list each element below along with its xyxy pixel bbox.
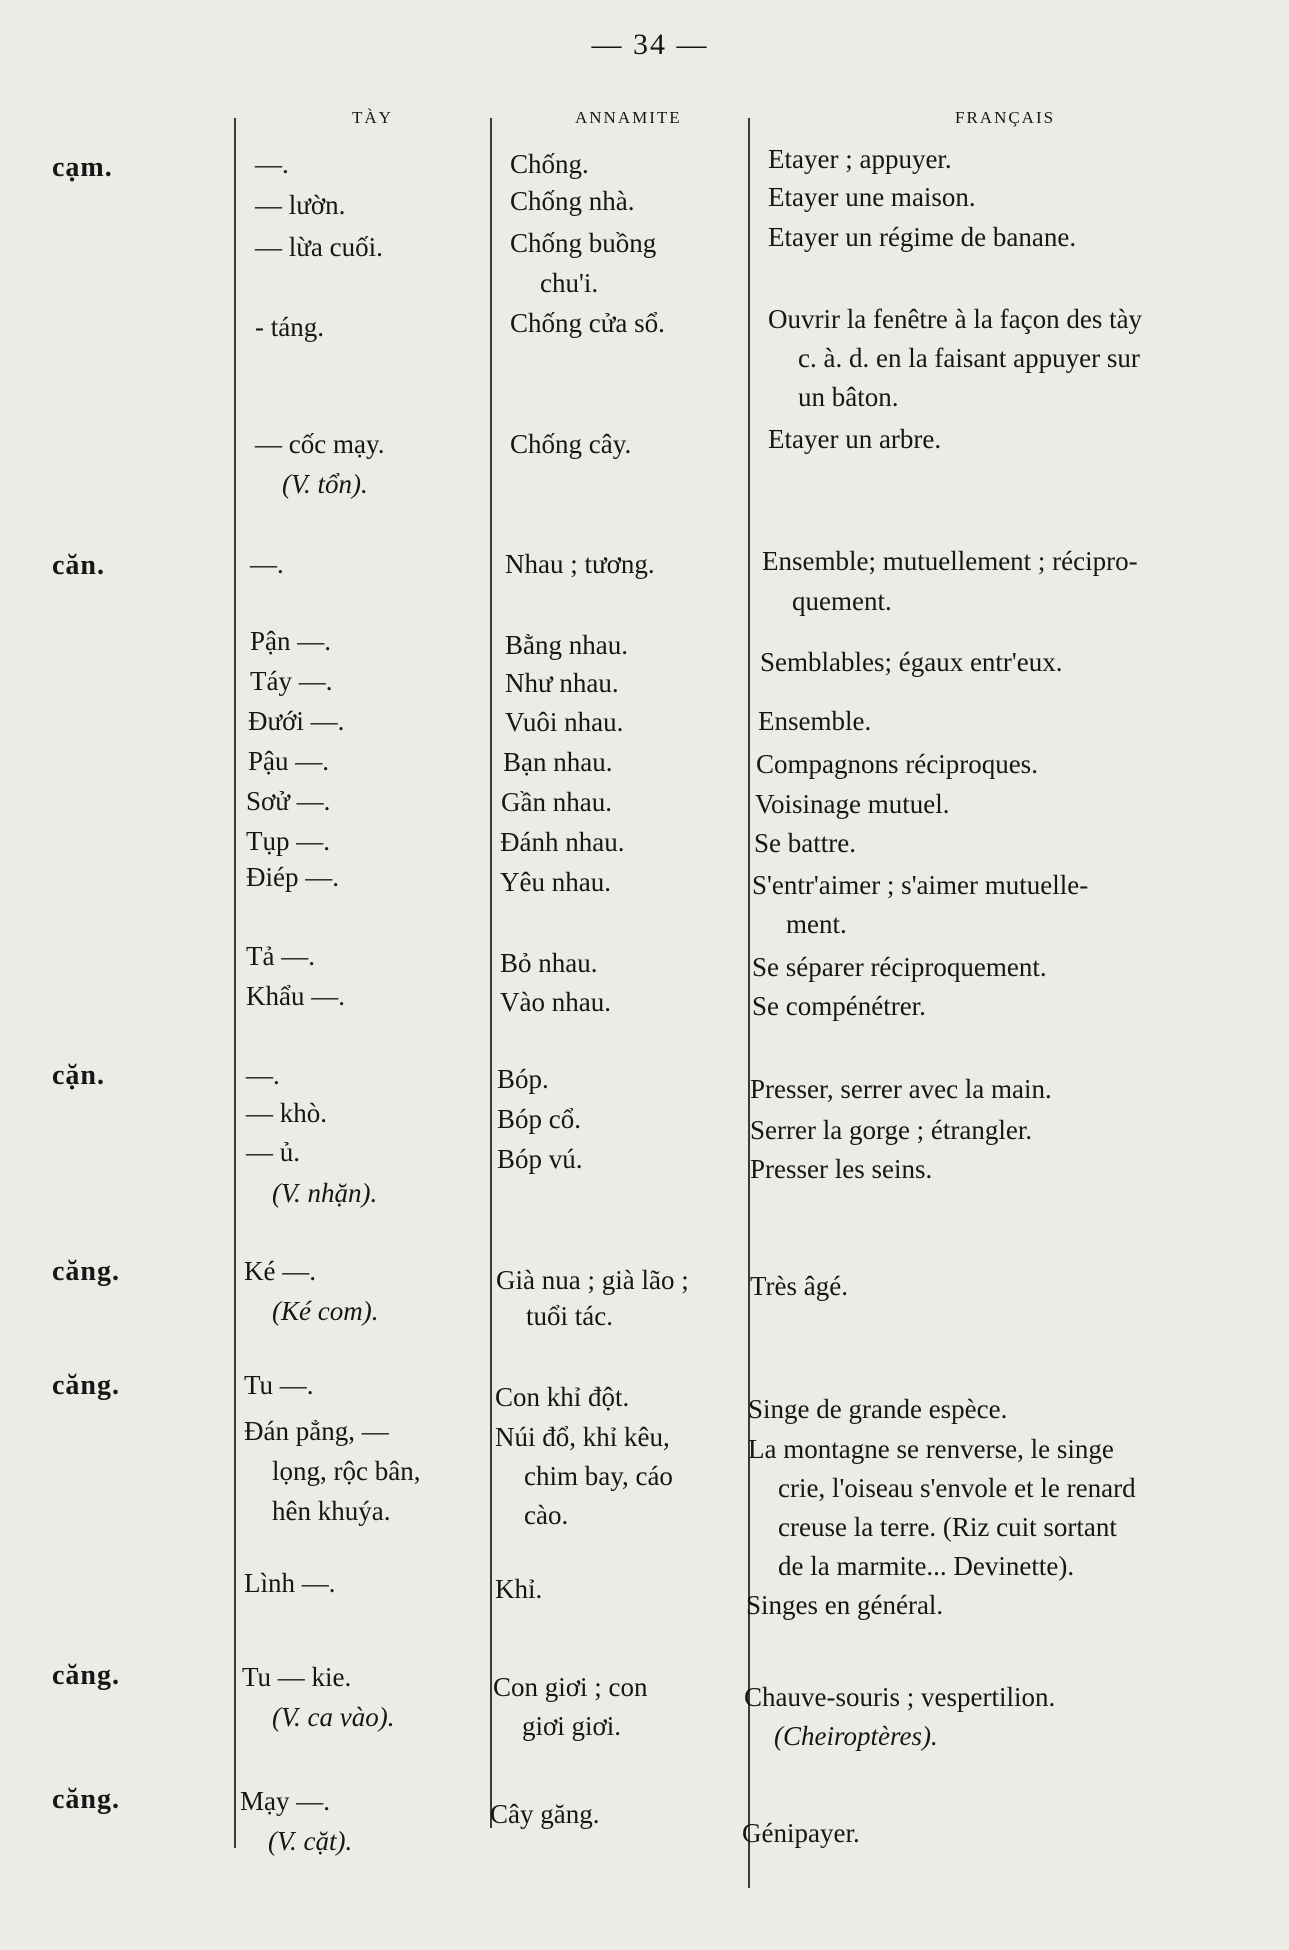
annamite-entry: Bóp cổ. [497,1104,581,1134]
annamite-entry: Chống. [510,149,589,179]
annamite-entry: Yêu nhau. [500,867,611,897]
headword: cặn. [52,1060,105,1091]
tay-reference: (V. cặt). [268,1826,353,1856]
french-entry: Presser, serrer avec la main. [750,1074,1052,1104]
french-entry: quement. [792,586,892,616]
headword: căng. [52,1660,120,1691]
french-entry: Ouvrir la fenêtre à la façon des tày [768,304,1143,334]
tay-entry: Mạy —. [240,1786,330,1816]
tay-entry: Đưới —. [248,706,345,736]
french-entry: Ensemble. [758,706,872,736]
annamite-entry: Bóp vú. [497,1144,583,1174]
french-entry: Se compénétrer. [752,991,926,1021]
annamite-entry: tuổi tác. [526,1301,613,1331]
tay-entry: —. [246,1060,280,1090]
annamite-entry: Con khỉ đột. [495,1382,630,1412]
annamite-entry: Đánh nhau. [500,827,625,857]
annamite-entry: Núi đổ, khỉ kêu, [495,1422,670,1452]
tay-entry: Tụp —. [246,826,330,856]
annamite-entry: Chống buồng [510,228,657,258]
tay-entry: (Ké com). [272,1296,379,1326]
french-entry: Très âgé. [750,1271,848,1301]
tay-entry: Điép —. [246,862,339,892]
tay-entry: - táng. [255,312,324,342]
tay-entry: Tu —. [244,1370,314,1400]
tay-entry: lọng, rộc bân, [272,1456,421,1486]
tay-entry: —. [255,149,289,179]
tay-reference: (V. ca vào). [272,1702,395,1732]
french-entry: Semblables; égaux entr'eux. [760,647,1063,677]
headword: căng. [52,1784,120,1815]
french-entry: Etayer un arbre. [768,424,942,454]
french-entry: Compagnons réciproques. [756,749,1038,779]
tay-entry: Khẩu —. [246,981,345,1011]
annamite-entry: Bóp. [497,1064,549,1094]
annamite-entry: Già nua ; già lão ; [496,1265,689,1295]
tay-entry: Pậu —. [248,746,329,776]
tay-entry: — lừa cuối. [255,232,383,262]
french-entry: Génipayer. [742,1818,860,1848]
annamite-entry: Vào nhau. [500,987,611,1017]
tay-entry: Táy —. [250,666,333,696]
headword: căn. [52,550,105,581]
french-entry: Se battre. [754,828,856,858]
french-entry: (Cheiroptères). [774,1721,938,1751]
tay-entry: Tu — kie. [242,1662,352,1692]
french-entry: Singes en général. [746,1590,944,1620]
annamite-entry: Chống cửa sổ. [510,308,665,338]
annamite-entry: Bằng nhau. [505,630,628,660]
tay-entry: Tả —. [246,941,315,971]
annamite-entry: Con giơi ; con [493,1672,648,1702]
french-entry: Serrer la gorge ; étrangler. [750,1115,1033,1145]
annamite-entry: chim bay, cáo [524,1461,673,1491]
column-header-francais: FRANÇAIS [955,108,1056,127]
french-entry: Chauve-souris ; vespertilion. [744,1682,1056,1712]
annamite-entry: Khỉ. [495,1574,543,1604]
french-entry: creuse la terre. (Riz cuit sortant [778,1512,1117,1542]
tay-entry: hên khuýa. [272,1496,391,1526]
tay-entry: —. [250,549,284,579]
french-entry: S'entr'aimer ; s'aimer mutuelle- [752,870,1089,900]
french-entry: Voisinage mutuel. [755,789,950,819]
annamite-entry: Gần nhau. [501,787,612,817]
annamite-entry: Bạn nhau. [503,747,613,777]
annamite-entry: Như nhau. [505,668,619,698]
headword: căng. [52,1370,120,1401]
tay-entry: — ủ. [246,1137,300,1167]
annamite-entry: Cây găng. [490,1799,600,1829]
annamite-entry: Chống cây. [510,429,632,459]
french-entry: Etayer une maison. [768,182,976,212]
column-rule-middle [490,118,492,1828]
french-entry: Singe de grande espèce. [748,1394,1008,1424]
tay-entry: Lình —. [244,1568,336,1598]
page-number: — 34 — [591,28,709,61]
tay-entry: Pận —. [250,626,331,656]
column-rule-left [234,118,236,1848]
french-entry: La montagne se renverse, le singe [748,1434,1114,1464]
annamite-entry: Chống nhà. [510,186,635,216]
column-header-tay: TÀY [352,108,393,127]
annamite-entry: giơi giơi. [522,1711,622,1741]
french-entry: Se séparer réciproquement. [752,952,1047,982]
tay-entry: Đán pẳng, — [244,1416,389,1446]
tay-entry: — lườn. [255,190,346,220]
annamite-entry: chu'i. [540,268,599,298]
tay-reference: (V. tổn). [282,469,368,499]
tay-entry: Ké —. [244,1256,316,1286]
headword: cạm. [52,152,113,183]
french-entry: un bâton. [798,382,899,412]
tay-reference: (V. nhặn). [272,1178,378,1208]
annamite-entry: Nhau ; tương. [505,549,655,579]
french-entry: Etayer ; appuyer. [768,144,952,174]
french-entry: crie, l'oiseau s'envole et le renard [778,1473,1136,1503]
annamite-entry: Vuôi nhau. [505,707,624,737]
headword: căng. [52,1256,120,1287]
tay-entry: — khò. [246,1098,327,1128]
french-entry: ment. [786,909,847,939]
french-entry: de la marmite... Devinette). [778,1551,1075,1581]
annamite-entry: cào. [524,1500,569,1530]
tay-entry: Sơử —. [246,786,331,816]
french-entry: Etayer un régime de banane. [768,222,1077,252]
tay-entry: — cốc mạy. [255,429,385,459]
annamite-entry: Bỏ nhau. [500,948,598,978]
french-entry: Ensemble; mutuellement ; récipro- [762,546,1138,576]
french-entry: c. à. d. en la faisant appuyer sur [798,343,1140,373]
french-entry: Presser les seins. [750,1154,933,1184]
column-header-annamite: ANNAMITE [575,108,682,127]
